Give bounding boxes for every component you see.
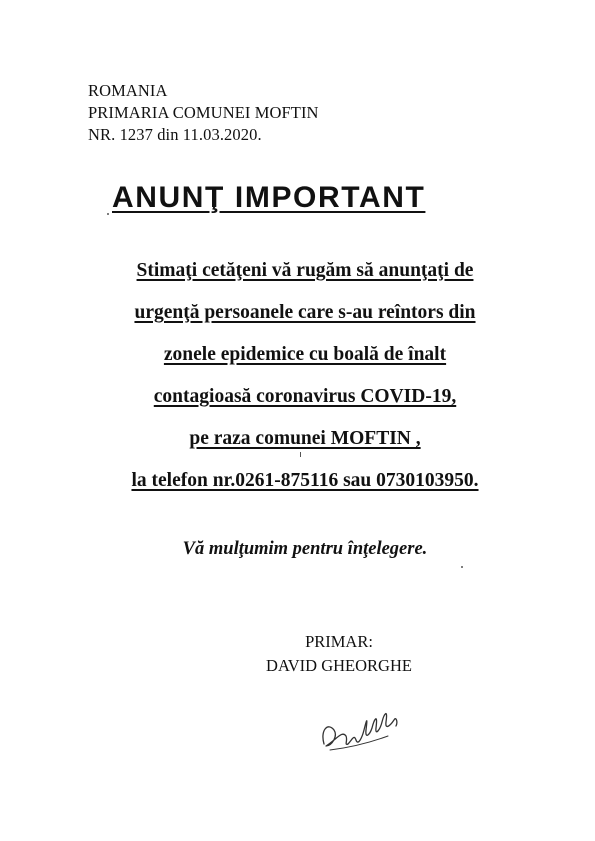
body-line-6: la telefon nr.0261-875116 sau 0730103950. bbox=[131, 470, 479, 491]
body-line-1: Stimaţi cetăţeni vă rugăm să anunţaţi de bbox=[136, 260, 474, 281]
document-header bbox=[88, 80, 319, 146]
signatory-role: PRIMAR: bbox=[305, 632, 373, 651]
speck-mark bbox=[461, 566, 463, 568]
body-line-5: pe raza comunei MOFTIN , bbox=[189, 428, 421, 449]
thanks-line: Vă mulţumim pentru înţelegere. bbox=[182, 539, 428, 559]
body-line-3: zonele epidemice cu boală de înalt bbox=[163, 344, 447, 365]
country-line: ROMANIA bbox=[88, 81, 168, 100]
speck-mark bbox=[300, 452, 301, 457]
reference-number-line: NR. 1237 din 11.03.2020. bbox=[88, 125, 262, 144]
speck-mark bbox=[107, 213, 109, 215]
announcement-body bbox=[60, 250, 550, 502]
body-line-2: urgenţă persoanele care s-au reîntors din bbox=[134, 302, 476, 323]
signatory-name: DAVID GHEORGHE bbox=[266, 656, 412, 675]
signature-block bbox=[229, 630, 449, 678]
announcement-title: ANUNŢ IMPORTANT bbox=[112, 181, 426, 214]
body-line-4: contagioasă coronavirus COVID-19, bbox=[153, 386, 457, 407]
handwritten-signature bbox=[316, 700, 406, 760]
institution-line: PRIMARIA COMUNEI MOFTIN bbox=[88, 103, 319, 122]
